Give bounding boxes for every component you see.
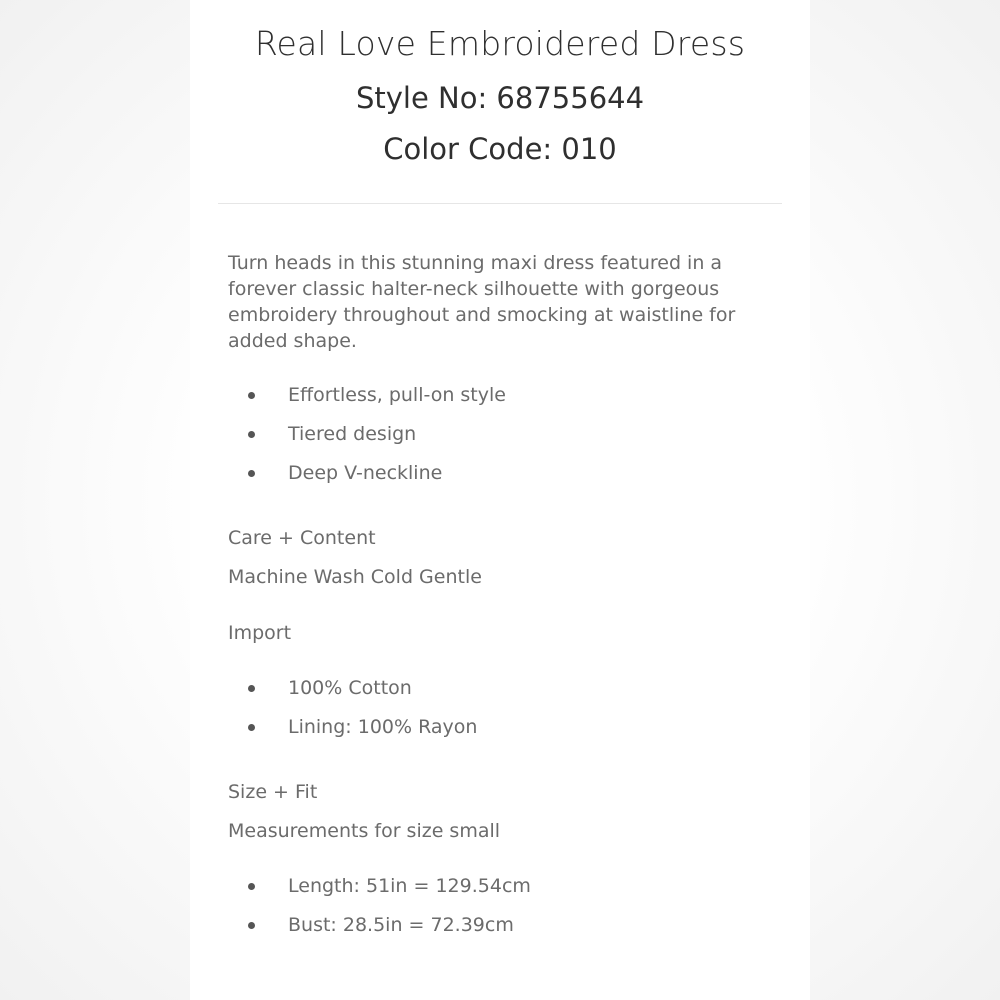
product-title: Real Love Embroidered Dress — [254, 24, 746, 63]
origin-text: Import — [228, 622, 292, 644]
list-item — [228, 873, 768, 912]
list-item — [228, 382, 768, 421]
feature-list — [228, 382, 768, 499]
fit-heading: Size + Fit — [228, 781, 318, 803]
bullet-icon — [248, 392, 255, 399]
care-instructions: Machine Wash Cold Gentle — [228, 566, 482, 588]
material-text: Lining: 100% Rayon — [288, 716, 478, 738]
fit-note: Measurements for size small — [228, 820, 501, 842]
feature-text: Tiered design — [288, 423, 417, 445]
list-item — [228, 421, 768, 460]
bullet-icon — [248, 431, 255, 438]
list-item — [228, 675, 768, 714]
product-description: Turn heads in this stunning maxi dress featured in a forever classic halter-neck silhouette with gorgeous embroidery throughout and smocking at waistline for added shape. — [228, 252, 736, 352]
feature-text: Deep V-neckline — [288, 462, 443, 484]
list-item — [228, 460, 768, 499]
bullet-icon — [248, 685, 255, 692]
measurement-text: Bust: 28.5in = 72.39cm — [288, 914, 514, 936]
measurements-list — [228, 873, 768, 951]
list-item — [228, 912, 768, 951]
list-item — [228, 714, 768, 753]
bullet-icon — [248, 922, 255, 929]
style-number: Style No: 68755644 — [355, 81, 645, 115]
bullet-icon — [248, 883, 255, 890]
feature-text: Effortless, pull-on style — [288, 384, 506, 406]
care-heading: Care + Content — [228, 527, 376, 549]
header-divider — [218, 203, 782, 204]
product-details-panel — [190, 0, 810, 1000]
material-text: 100% Cotton — [288, 677, 412, 699]
measurement-text: Length: 51in = 129.54cm — [288, 875, 531, 897]
color-code: Color Code: 010 — [383, 132, 617, 166]
materials-list — [228, 675, 768, 753]
bullet-icon — [248, 470, 255, 477]
bullet-icon — [248, 724, 255, 731]
